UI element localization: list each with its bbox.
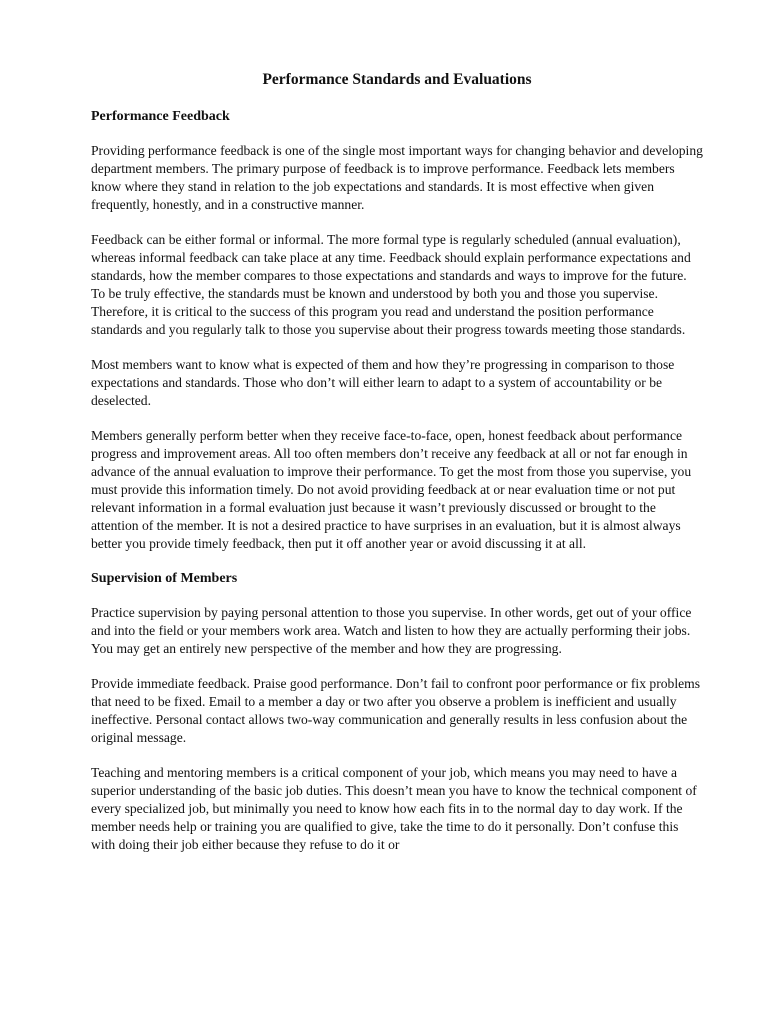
- section-heading-performance-feedback: Performance Feedback: [91, 109, 230, 124]
- paragraph: Providing performance feedback is one of the single most important ways for changing behavior and developing department members. The primary purpose of feedback is to improve performance. Feedback lets members know where they stand in relation to the job expectations and standards. It is most effective when given frequently, honestly, and in a constructive manner.: [91, 143, 703, 212]
- document-page: [91, 70, 703, 854]
- paragraph: Feedback can be either formal or informal. The more formal type is regularly scheduled (annual evaluation), whereas informal feedback can take place at any time. Feedback should explain performance expectations and standards, how the member compares to those expectations and standards and ways to improve for the future. To be truly effective, the standards must be known and understood by both you and those you supervise. Therefore, it is critical to the success of this program you read and understand the position performance standards and you regularly talk to those you supervise about their progress towards meeting those standards.: [91, 232, 691, 337]
- page-title: Performance Standards and Evaluations: [262, 71, 532, 88]
- section-heading-supervision-of-members: Supervision of Members: [91, 571, 238, 586]
- paragraph: Most members want to know what is expected of them and how they’re progressing in comparison to those expectations and standards. Those who don’t will either learn to adapt to a system of accountability or be deselected.: [91, 357, 675, 408]
- paragraph: Members generally perform better when they receive face-to-face, open, honest feedback about performance progress and improvement areas. All too often members don’t receive any feedback at all or not far enough in advance of the annual evaluation to improve their performance. To get the most from those you supervise, you must provide this information timely. Do not avoid providing feedback at or near evaluation time or not put relevant information in a formal evaluation just because it wasn’t previously discussed or brought to the attention of the member. It is not a desired practice to have surprises in an evaluation, but it is almost always better you provide timely feedback, then put it off another year or avoid discussing it at all.: [91, 428, 692, 551]
- paragraph: Teaching and mentoring members is a critical component of your job, which means you may need to have a superior understanding of the basic job duties. This doesn’t mean you have to know the technical component of every specialized job, but minimally you need to know how each fits in to the normal day to day work. If the member needs help or training you are qualified to give, take the time to do it personally. Don’t confuse this with doing their job either because they refuse to do it or: [91, 765, 697, 852]
- paragraph: Practice supervision by paying personal attention to those you supervise. In other words, get out of your office and into the field or your members work area. Watch and listen to how they are actually performing their jobs. You may get an entirely new perspective of the member and how they are progressing.: [91, 605, 692, 656]
- paragraph: Provide immediate feedback. Praise good performance. Don’t fail to confront poor performance or fix problems that need to be fixed. Email to a member a day or two after you observe a problem is inefficient and usually ineffective. Personal contact allows two-way communication and generally results in less confusion about the original message.: [91, 676, 700, 745]
